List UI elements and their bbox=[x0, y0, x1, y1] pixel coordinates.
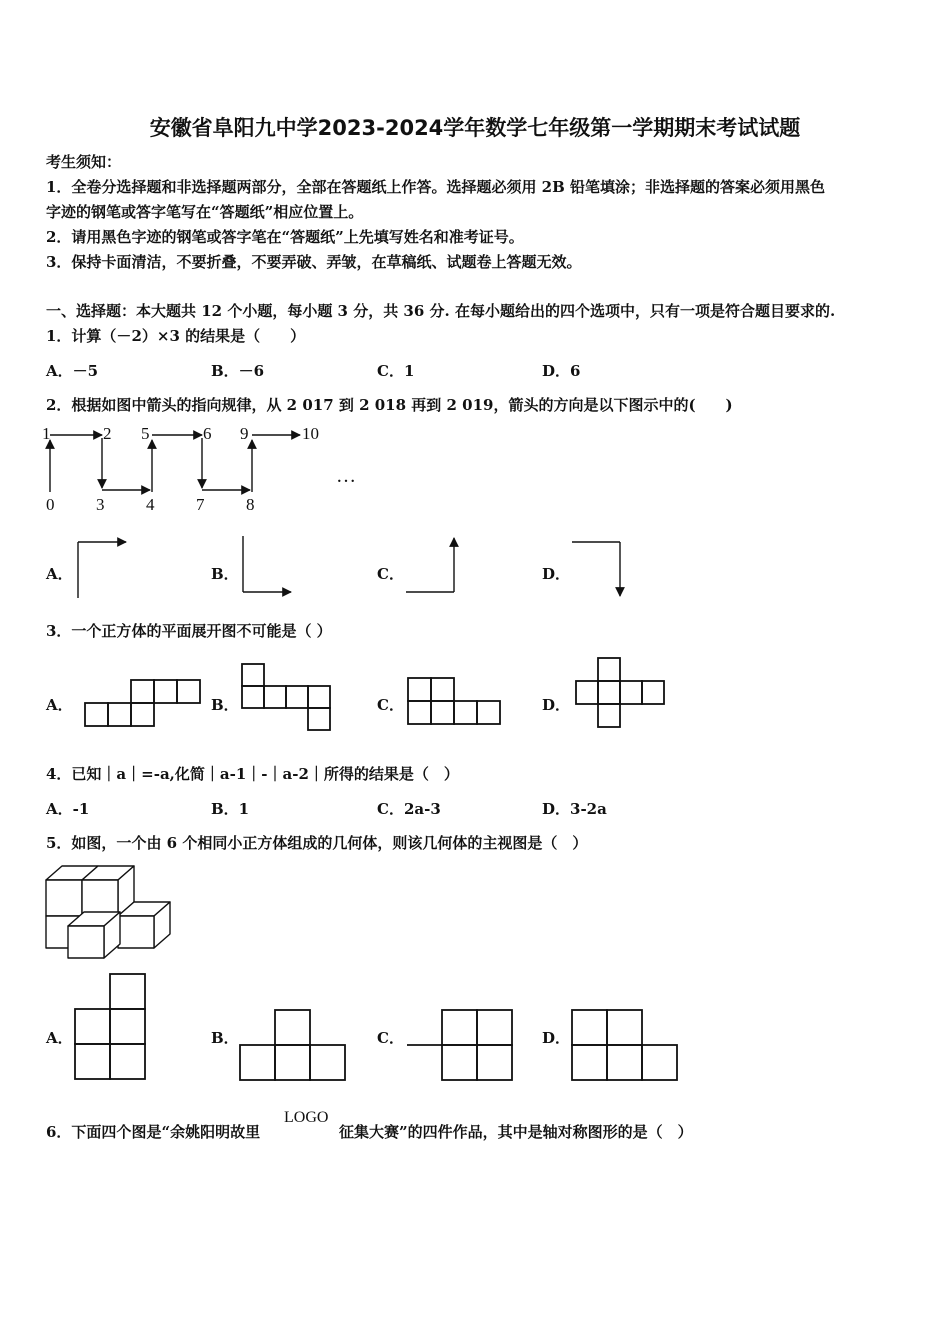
top-number: 9 bbox=[240, 424, 249, 443]
notice-line-1a: 1．全卷分选择题和非选择题两部分，全部在答题纸上作答。选择题必须用 2B 铅笔填涂；非选择题的答案必须用黑色 bbox=[46, 178, 826, 196]
q3-option-a: A． bbox=[46, 696, 73, 714]
q1-stem: 1．计算（－2）×3 的结果是（ ） bbox=[46, 327, 306, 345]
notice-heading: 考生须知： bbox=[46, 153, 122, 171]
q3-option-a-net bbox=[83, 678, 203, 728]
q2-option-b: B． bbox=[211, 565, 239, 583]
q4-option-d: D．3-2a bbox=[542, 800, 607, 818]
q4-stem: 4．已知｜a｜=-a,化简｜a-1｜-｜a-2｜所得的结果是（ ） bbox=[46, 765, 459, 783]
q1-option-b: B．－6 bbox=[211, 362, 265, 380]
top-number: 10 bbox=[302, 424, 319, 443]
q3-option-c: C． bbox=[377, 696, 404, 714]
q5-option-a-view bbox=[73, 972, 149, 1082]
notice-line-1b: 字迹的钢笔或答字笔写在“答题纸”相应位置上。 bbox=[46, 203, 364, 221]
q6-stem-part-1: 6．下面四个图是“余姚阳明故里 bbox=[46, 1123, 261, 1141]
q1-option-d: D．6 bbox=[542, 362, 581, 380]
q2-option-a-figure bbox=[70, 532, 132, 600]
q5-option-c-view bbox=[405, 1008, 517, 1083]
top-number: 5 bbox=[141, 424, 150, 443]
q5-option-d-view bbox=[570, 1008, 682, 1083]
bottom-number: 8 bbox=[246, 495, 255, 514]
q2-option-c: C． bbox=[377, 565, 404, 583]
top-number: 6 bbox=[203, 424, 212, 443]
notice-line-2: 2．请用黑色字迹的钢笔或答字笔在“答题纸”上先填写姓名和准考证号。 bbox=[46, 228, 524, 246]
q6-logo-word: LOGO bbox=[284, 1109, 329, 1126]
notice-line-3: 3．保持卡面清洁，不要折叠，不要弄破、弄皱，在草稿纸、试题卷上答题无效。 bbox=[46, 253, 582, 271]
q3-option-d-net bbox=[574, 656, 669, 730]
q5-option-c: C． bbox=[377, 1029, 404, 1047]
bottom-number: 0 bbox=[46, 495, 55, 514]
q2-arrow-pattern-figure bbox=[40, 420, 370, 520]
q5-option-b: B． bbox=[211, 1029, 239, 1047]
q2-option-a: A． bbox=[46, 565, 73, 583]
q4-option-c: C．2a-3 bbox=[377, 800, 441, 818]
q2-option-d: D． bbox=[542, 565, 571, 583]
q3-option-b: B． bbox=[211, 696, 239, 714]
ellipsis: … bbox=[336, 465, 356, 487]
q3-stem: 3．一个正方体的平面展开图不可能是（ ） bbox=[46, 622, 332, 640]
section-heading: 一、选择题：本大题共 12 个小题，每小题 3 分，共 36 分. 在每小题给出的四个选项中，只有一项是符合题目要求的. bbox=[46, 302, 836, 320]
q5-option-d: D． bbox=[542, 1029, 571, 1047]
q2-stem: 2．根据如图中箭头的指向规律，从 2 017 到 2 018 再到 2 019，箭头的方向是以下图示中的( ) bbox=[46, 396, 733, 414]
q1-option-a: A．－5 bbox=[46, 362, 99, 380]
q2-option-c-figure bbox=[402, 532, 464, 600]
q4-option-a: A．-1 bbox=[46, 800, 90, 818]
q5-option-a: A． bbox=[46, 1029, 73, 1047]
q3-option-c-net bbox=[406, 676, 506, 726]
q5-solid-figure bbox=[44, 862, 179, 962]
q1-option-c: C．1 bbox=[377, 362, 415, 380]
top-number: 1 bbox=[42, 424, 51, 443]
q4-option-b: B．1 bbox=[211, 800, 250, 818]
bottom-number: 4 bbox=[146, 495, 155, 514]
q3-option-b-net bbox=[240, 662, 335, 732]
q5-stem: 5．如图，一个由 6 个相同小正方体组成的几何体，则该几何体的主视图是（ ） bbox=[46, 834, 588, 852]
q3-option-d: D． bbox=[542, 696, 571, 714]
q6-stem-part-2: 征集大赛”的四件作品，其中是轴对称图形的是（ ） bbox=[339, 1123, 693, 1141]
bottom-number: 3 bbox=[96, 495, 105, 514]
top-number: 2 bbox=[103, 424, 112, 443]
bottom-number: 7 bbox=[196, 495, 205, 514]
page-title: 安徽省阜阳九中学2023-2024学年数学七年级第一学期期末考试试题 bbox=[149, 116, 801, 140]
q5-option-b-view bbox=[238, 1008, 350, 1083]
q2-option-d-figure bbox=[568, 532, 630, 600]
q2-option-b-figure bbox=[235, 532, 297, 600]
